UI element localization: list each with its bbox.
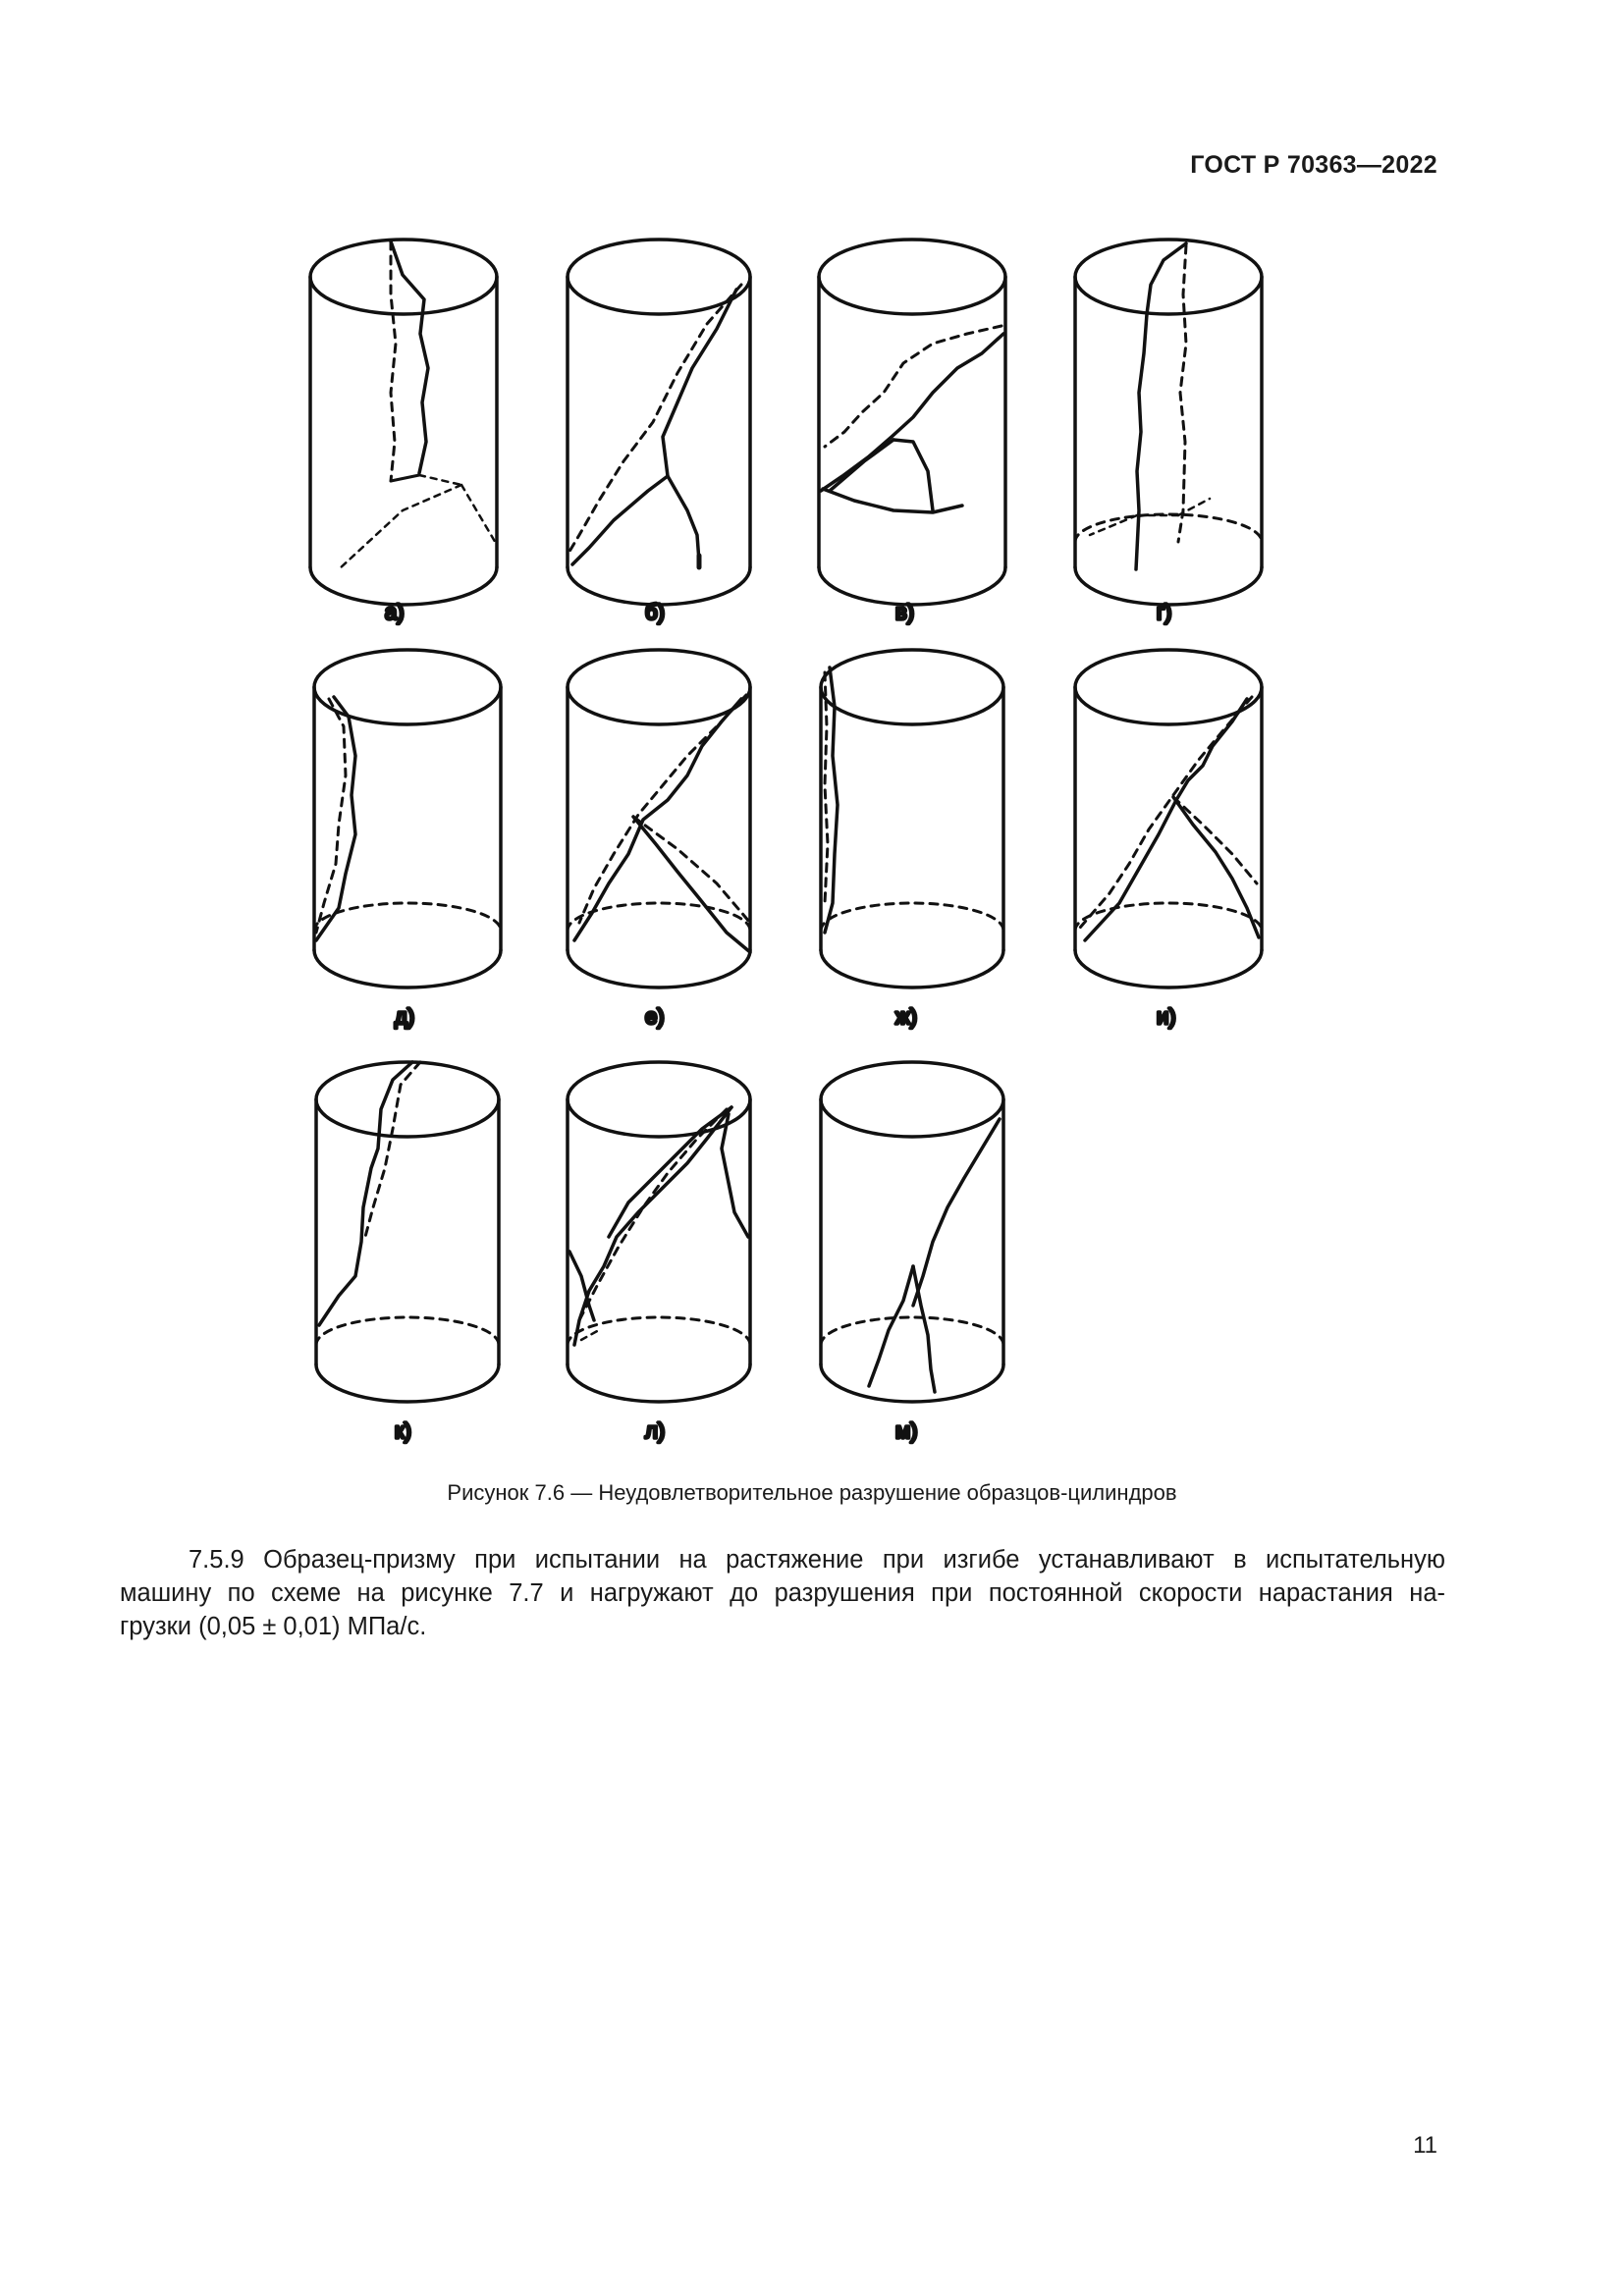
- cylinder-a: [310, 240, 497, 605]
- cylinder-e: [568, 650, 750, 988]
- label-k: к): [395, 1418, 411, 1443]
- paragraph-7-5-9: [120, 1543, 1445, 1643]
- paragraph-line-1: 7.5.9 Образец-призму при испытании на растяжение при изгибе устанавливают в испытательную: [189, 1546, 1445, 1574]
- cylinder-m: [821, 1062, 1003, 1402]
- label-v: в): [895, 600, 915, 624]
- cylinder-g: [1075, 240, 1262, 605]
- standard-header: ГОСТ Р 70363—2022: [1190, 151, 1437, 179]
- label-l: л): [645, 1418, 666, 1443]
- cylinder-zh: [821, 650, 1003, 988]
- cylinder-i: [1075, 650, 1262, 988]
- cylinder-v: [819, 240, 1005, 605]
- page-number: 11: [1413, 2132, 1437, 2159]
- label-g: г): [1157, 600, 1172, 624]
- label-zh: ж): [895, 1004, 918, 1029]
- label-d: д): [395, 1004, 415, 1029]
- cylinder-l: [568, 1062, 750, 1402]
- cylinder-d: [314, 650, 501, 988]
- label-b: б): [645, 600, 665, 624]
- label-a: а): [385, 600, 405, 624]
- figure-caption: Рисунок 7.6 — Неудовлетворительное разрушение образцов-цилиндров: [447, 1480, 1177, 1505]
- label-i: и): [1157, 1004, 1176, 1029]
- cylinder-b: [568, 240, 750, 605]
- label-e: е): [645, 1004, 665, 1029]
- paragraph-line-3: грузки (0,05 ± 0,01) МПа/с.: [120, 1613, 427, 1640]
- cylinder-k: [316, 1062, 499, 1402]
- paragraph-line-2: машину по схеме на рисунке 7.7 и нагружают до разрушения при постоянной скорости нарастания на-: [120, 1579, 1445, 1607]
- label-m: м): [895, 1418, 918, 1443]
